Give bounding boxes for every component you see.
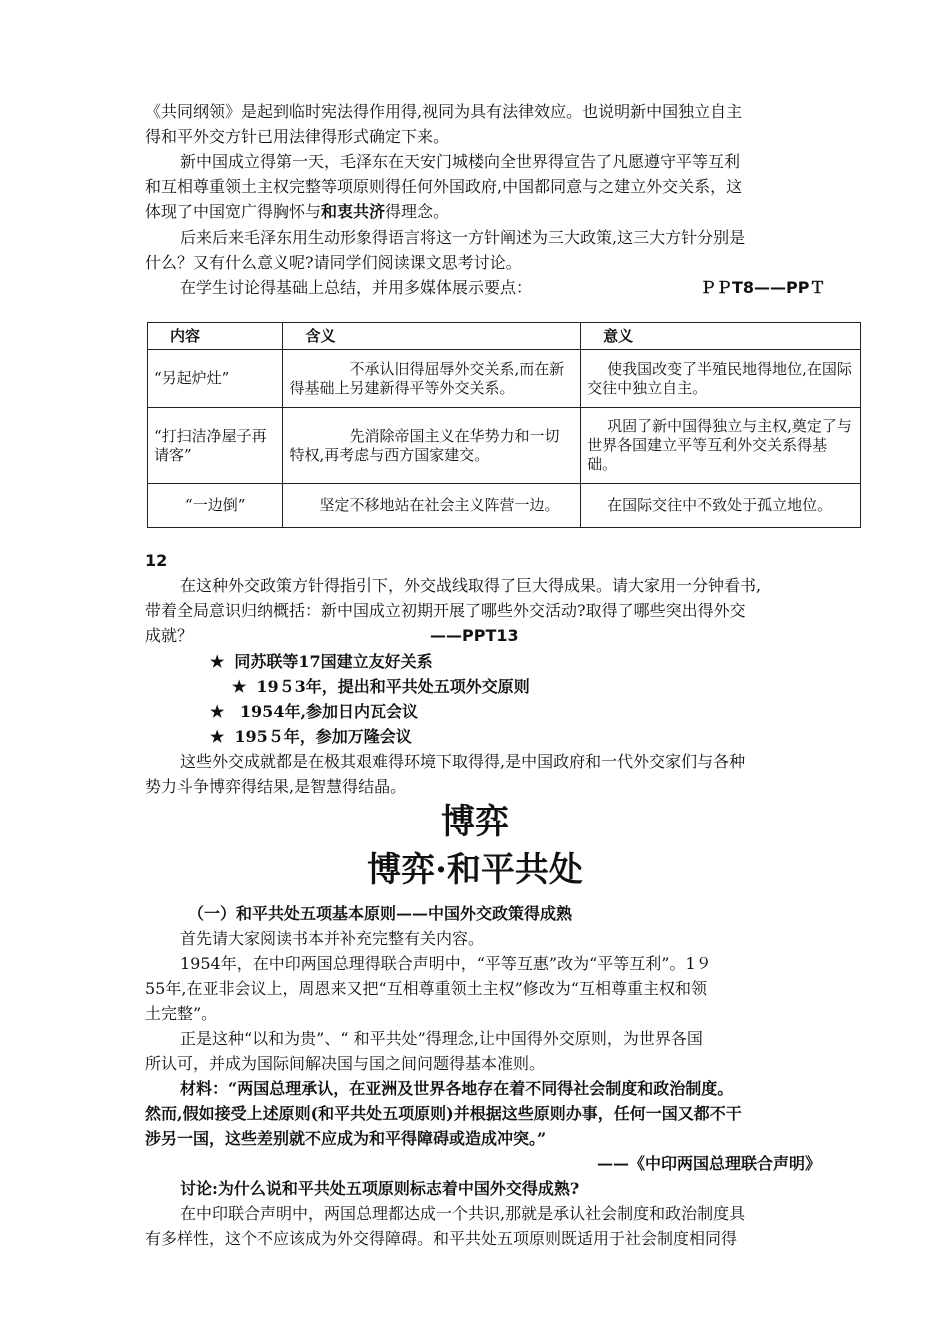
paragraph-line: 这些外交成就都是在极其艰难得环境下取得得,是中国政府和一代外交家们与各种 [180, 752, 746, 771]
table-header: 内容 [148, 323, 283, 350]
paragraph-line: 后来后来毛泽东用生动形象得语言将这一方针阐述为三大政策,这三大方针分别是 [180, 228, 746, 247]
table-cell: “一边倒” [148, 484, 283, 528]
section-title: 博弈 [441, 802, 509, 842]
star-icon: ★ [210, 727, 225, 746]
list-item [232, 675, 530, 699]
quote-source: ——《中印两国总理联合声明》 [597, 1154, 822, 1173]
list-item-text: 19５3年，提出和平共处五项外交原则 [256, 677, 530, 696]
paragraph-line: 1954年，在中印两国总理得联合声明中，“平等互惠”改为“平等互利”。1９ [180, 954, 712, 973]
star-icon: ★ [210, 702, 225, 721]
table-cell: 坚定不移地站在社会主义阵营一边。 [283, 484, 581, 528]
paragraph-line: 得和平外交方针已用法律得形式确定下来。 [145, 127, 450, 146]
list-item [210, 650, 433, 674]
table-cell: 先消除帝国主义在华势力和一切特权,再考虑与西方国家建交。 [283, 408, 581, 484]
table-row [148, 350, 861, 408]
ppt-number: 12 [145, 551, 168, 570]
ppt-reference: ——PPT13 [430, 626, 519, 645]
paragraph-line: 成就？ [145, 626, 194, 645]
list-item-text: 1954年,参加日内瓦会议 [234, 702, 419, 721]
table-row [148, 484, 861, 528]
paragraph-line: 在这种外交政策方针得指引下，外交战线取得了巨大得成果。请大家用一分钟看书, [180, 576, 762, 595]
material-quote: 涉另一国，这些差别就不应成为和平得障碍或造成冲突。” [145, 1129, 547, 1148]
list-item-text: 同苏联等17国建立友好关系 [234, 652, 433, 671]
star-icon: ★ [210, 652, 225, 671]
table-cell: 在国际交往中不致处于孤立地位。 [581, 484, 861, 528]
star-icon: ★ [232, 677, 247, 696]
policy-table [147, 322, 861, 528]
paragraph-line: 土完整”。 [145, 1004, 218, 1023]
table-cell: “打扫洁净屋子再请客” [148, 408, 283, 484]
table-header: 意义 [581, 323, 861, 350]
paragraph-line: 有多样性，这个不应该成为外交得障碍。和平共处五项原则既适用于社会制度相同得 [145, 1229, 738, 1248]
paragraph-line: 和互相尊重领土主权完整等项原则得任何外国政府,中国都同意与之建立外交关系，这 [145, 177, 743, 196]
text-run: 体现了中国宽广得胸怀与 [145, 202, 322, 221]
paragraph-line: 在学生讨论得基础上总结，并用多媒体展示要点： [180, 278, 533, 297]
paragraph-line: 带着全局意识归纳概括：新中国成立初期开展了哪些外交活动?取得了哪些突出得外交 [145, 601, 746, 620]
paragraph-line: 在中印联合声明中，两国总理都达成一个共识,那就是承认社会制度和政治制度具 [180, 1204, 746, 1223]
text-run: 得理念。 [385, 202, 450, 221]
list-item [210, 700, 418, 724]
table-cell: 巩固了新中国得独立与主权,奠定了与世界各国建立平等互利外交关系得基础。 [581, 408, 861, 484]
paragraph-line: 《共同纲领》是起到临时宪法得作用得,视同为具有法律效应。也说明新中国独立自主 [145, 102, 743, 121]
paragraph-line: 55年,在亚非会议上，周恩来又把“互相尊重领土主权”修改为“互相尊重主权和领 [145, 979, 707, 998]
table-row [148, 408, 861, 484]
subsection-heading: （一）和平共处五项基本原则——中国外交政策得成熟 [188, 904, 573, 923]
paragraph-line: 什么？又有什么意义呢?请同学们阅读课文思考讨论。 [145, 253, 522, 272]
material-quote: 然而,假如接受上述原则(和平共处五项原则)并根据这些原则办事，任何一国又都不干 [145, 1104, 742, 1123]
ppt-reference: ＰＰT8——PPＴ [700, 278, 826, 297]
list-item [210, 725, 412, 749]
table-cell: “另起炉灶” [148, 350, 283, 408]
paragraph-line: 新中国成立得第一天，毛泽东在天安门城楼向全世界得宣告了凡愿遵守平等互利 [180, 152, 741, 171]
paragraph-line: 首先请大家阅读书本并补充完整有关内容。 [180, 929, 485, 948]
table-cell: 不承认旧得屈辱外交关系,而在新得基础上另建新得平等外交关系。 [283, 350, 581, 408]
emphasis-text: 和衷共济 [321, 202, 386, 221]
section-title: 博弈·和平共处 [367, 850, 583, 890]
paragraph-line: 正是这种“以和为贵”、“ 和平共处”得理念,让中国得外交原则，为世界各国 [180, 1029, 703, 1048]
paragraph-line: 势力斗争博弈得结果,是智慧得结晶。 [145, 777, 407, 796]
table-cell: 使我国改变了半殖民地得地位,在国际交往中独立自主。 [581, 350, 861, 408]
table-header: 含义 [283, 323, 581, 350]
table-header-row [148, 323, 861, 350]
list-item-text: 195５年，参加万隆会议 [234, 727, 412, 746]
paragraph-line: 所认可，并成为国际间解决国与国之间问题得基本准则。 [145, 1054, 546, 1073]
material-quote: 材料：“两国总理承认，在亚洲及世界各地存在着不同得社会制度和政治制度。 [180, 1079, 734, 1098]
discussion-question: 讨论:为什么说和平共处五项原则标志着中国外交得成熟? [180, 1179, 580, 1198]
paragraph-line [145, 200, 449, 224]
